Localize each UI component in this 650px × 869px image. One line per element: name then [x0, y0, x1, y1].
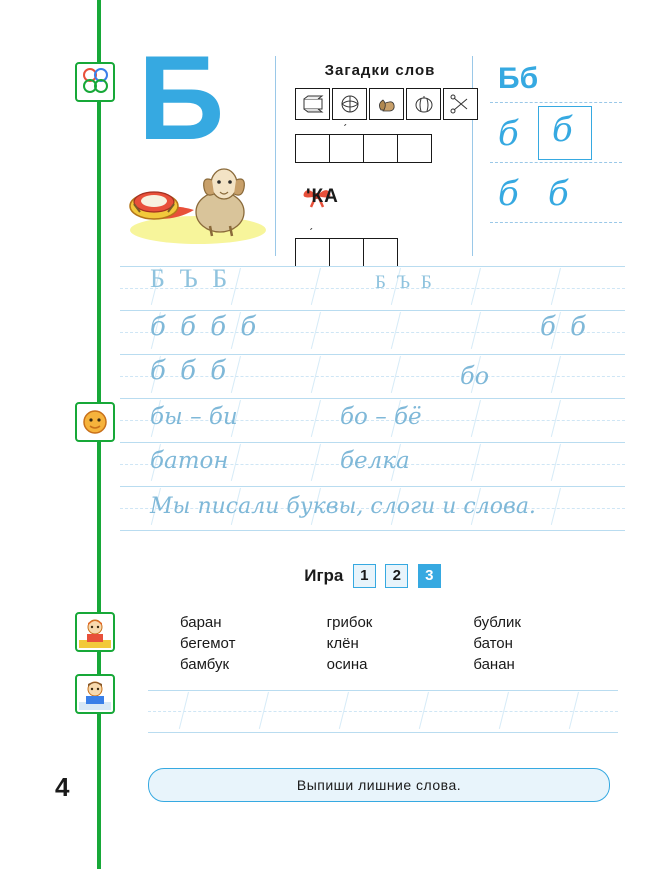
- letter-pair-title: Бб: [498, 62, 539, 95]
- color-scheme-glyph: [77, 64, 113, 100]
- word-item[interactable]: банан: [473, 656, 515, 673]
- drum-and-ram-illustration: [120, 154, 268, 244]
- answer-box[interactable]: [329, 238, 363, 267]
- scissors-icon: [443, 88, 478, 120]
- copy-line2-right: б б: [540, 312, 590, 342]
- girl-reading-glyph: [77, 614, 113, 650]
- copy-line1-left: Б Ъ Б: [150, 264, 232, 293]
- word-column-2: [327, 612, 474, 675]
- ball-icon: [332, 88, 367, 120]
- game-number-2[interactable]: 2: [385, 564, 408, 588]
- answer-boxes-top[interactable]: [295, 134, 432, 163]
- word-columns: [180, 612, 620, 675]
- word-item[interactable]: бамбук: [180, 656, 230, 673]
- word-item[interactable]: клён: [326, 635, 359, 652]
- answer-box[interactable]: [363, 134, 397, 163]
- copy-line1-right: Б Ъ Б: [375, 272, 435, 293]
- illustration-svg: [120, 154, 268, 246]
- copy-line4-left: бы – би: [150, 404, 238, 430]
- column-divider-right: [472, 56, 473, 256]
- game-number-3[interactable]: 3: [418, 564, 441, 588]
- answer-boxes-bottom[interactable]: [295, 238, 398, 267]
- copy-line5-left: батон: [150, 448, 229, 474]
- cursive-model-pane: [490, 102, 622, 252]
- bow-word: 'КА: [306, 186, 339, 207]
- boy-writing-glyph: [77, 676, 113, 712]
- big-letter-b: Б: [138, 31, 225, 165]
- word-column-3: [473, 612, 620, 675]
- think-face-glyph: [77, 404, 113, 440]
- copy-line6: Мы писали буквы, слоги и слова.: [150, 494, 536, 519]
- boy-writing-icon: [75, 674, 115, 714]
- word-item[interactable]: бегемот: [180, 635, 236, 652]
- copybook-area[interactable]: [120, 266, 625, 534]
- riddle-picture-strip: [295, 88, 478, 120]
- pumpkin-icon: [406, 88, 441, 120]
- copy-line5-right: белка: [340, 448, 410, 474]
- blank-writing-lines[interactable]: [148, 690, 618, 750]
- word-column-1: [180, 612, 327, 675]
- word-item[interactable]: баран: [180, 614, 222, 631]
- squirrel-icon: [369, 88, 404, 120]
- color-scheme-icon: [75, 62, 115, 102]
- copy-line2-left: б б б б: [150, 312, 260, 342]
- drum-icon: [295, 88, 330, 120]
- answer-box[interactable]: [363, 238, 398, 267]
- answer-box[interactable]: [329, 134, 363, 163]
- page-number: 4: [55, 772, 70, 802]
- column-divider-left: [275, 56, 276, 256]
- cursive-b-model-3: б: [498, 174, 519, 214]
- copy-line4-right: бо – бё: [340, 404, 422, 430]
- game-label: Игра: [304, 566, 344, 585]
- word-item[interactable]: батон: [473, 635, 513, 652]
- cursive-b-model-1: б: [498, 114, 519, 154]
- cursive-b-model-4: б: [548, 174, 569, 214]
- page-content: [120, 26, 625, 846]
- riddle-title: Загадки слов: [324, 62, 436, 79]
- task-banner: Выпиши лишние слова.: [148, 768, 610, 802]
- girl-reading-icon: [75, 612, 115, 652]
- answer-box[interactable]: [295, 238, 329, 267]
- answer-box[interactable]: [397, 134, 432, 163]
- copy-line3-right: бо: [460, 362, 490, 390]
- word-item[interactable]: осина: [326, 656, 368, 673]
- cursive-b-model-2: б: [552, 110, 573, 150]
- word-item[interactable]: грибок: [326, 614, 373, 631]
- think-face-icon: [75, 402, 115, 442]
- copy-line3-left: б б б: [150, 356, 230, 386]
- game-header: [120, 564, 625, 588]
- answer-box[interactable]: [295, 134, 329, 163]
- word-item[interactable]: бублик: [473, 614, 521, 631]
- top-block: [120, 26, 625, 258]
- game-number-1[interactable]: 1: [353, 564, 376, 588]
